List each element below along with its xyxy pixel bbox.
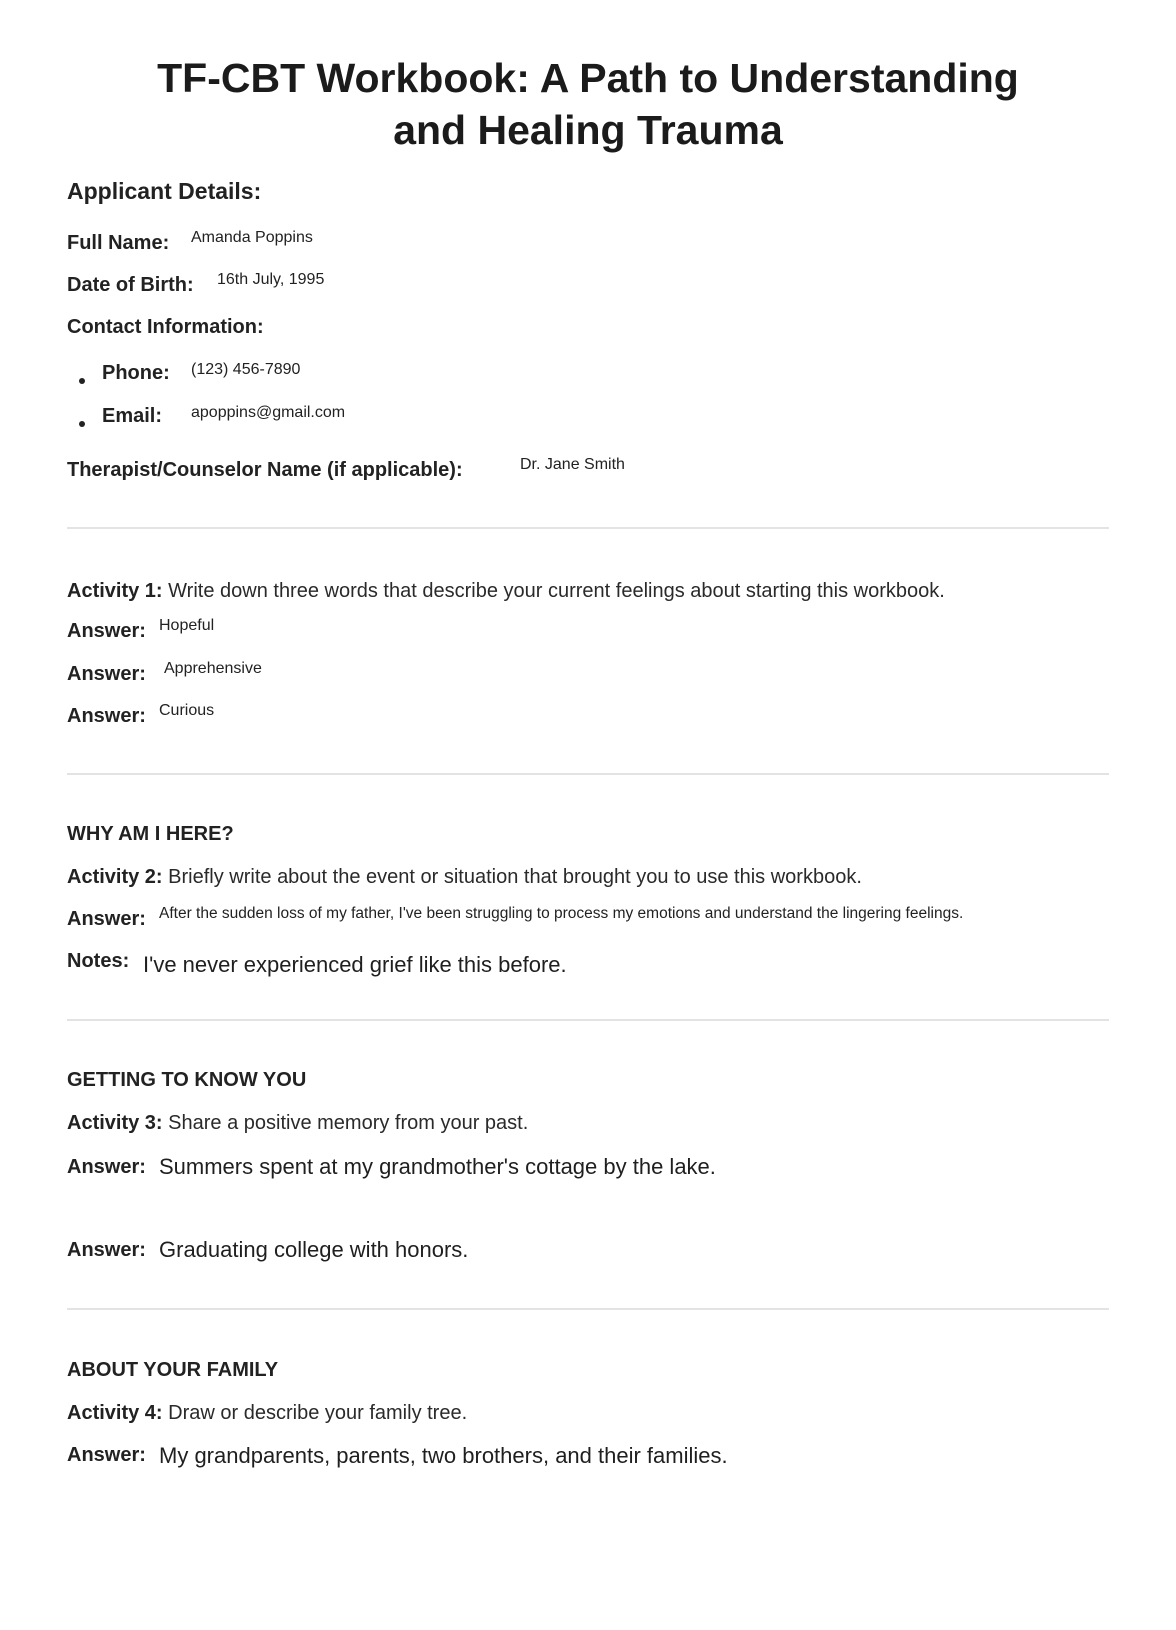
phone-label: Phone: — [102, 362, 170, 384]
section-divider — [67, 1308, 1109, 1310]
activity-1-answer-3: Curious — [159, 702, 215, 719]
section-divider — [67, 527, 1109, 529]
activity-3-answer-2: Graduating college with honors. — [159, 1237, 469, 1262]
activity-2-label: Activity 2: — [67, 866, 163, 888]
bullet-icon — [79, 378, 85, 384]
section-divider — [67, 1019, 1109, 1021]
notes-value: I've never experienced grief like this before. — [143, 952, 567, 977]
answer-label: Answer: — [67, 705, 146, 727]
activity-3-label: Activity 3: — [67, 1112, 163, 1134]
dob-label: Date of Birth: — [67, 274, 194, 296]
answer-label: Answer: — [67, 1239, 146, 1261]
phone-value: (123) 456-7890 — [191, 361, 301, 378]
title-line-2: and Healing Trauma — [393, 107, 783, 153]
activity-4-answer: My grandparents, parents, two brothers, and their families. — [159, 1443, 728, 1468]
activity-3-answer-1: Summers spent at my grandmother's cottage by the lake. — [159, 1154, 716, 1179]
applicant-heading: Applicant Details: — [67, 178, 262, 204]
activity-2-prompt: Briefly write about the event or situation that brought you to use this workbook. — [168, 866, 862, 888]
answer-label: Answer: — [67, 620, 146, 642]
full-name-value: Amanda Poppins — [191, 229, 313, 246]
section-2-heading: WHY AM I HERE? — [67, 823, 234, 845]
activity-2-line — [67, 866, 862, 889]
section-3-heading: GETTING TO KNOW YOU — [67, 1069, 307, 1091]
answer-label: Answer: — [67, 908, 146, 930]
activity-1-answer-1: Hopeful — [159, 617, 215, 634]
dob-value: 16th July, 1995 — [217, 271, 325, 288]
activity-3-prompt: Share a positive memory from your past. — [168, 1112, 529, 1134]
therapist-value: Dr. Jane Smith — [520, 456, 625, 473]
section-4-heading: ABOUT YOUR FAMILY — [67, 1359, 279, 1381]
activity-2-answer: After the sudden loss of my father, I've been struggling to process my emotions and understand the lingering feelings. — [159, 905, 964, 922]
contact-label: Contact Information: — [67, 316, 264, 338]
activity-1-prompt: Write down three words that describe your current feelings about starting this workbook. — [168, 580, 945, 602]
activity-1-answer-2: Apprehensive — [164, 660, 262, 677]
section-divider — [67, 773, 1109, 775]
activity-4-line — [67, 1402, 467, 1425]
activity-1-label: Activity 1: — [67, 580, 163, 602]
therapist-label: Therapist/Counselor Name (if applicable): — [67, 459, 463, 481]
answer-label: Answer: — [67, 1444, 146, 1466]
activity-1-line — [67, 580, 945, 603]
activity-4-label: Activity 4: — [67, 1402, 163, 1424]
answer-label: Answer: — [67, 1156, 146, 1178]
answer-label: Answer: — [67, 663, 146, 685]
full-name-label: Full Name: — [67, 232, 170, 254]
notes-label: Notes: — [67, 950, 130, 972]
bullet-icon — [79, 421, 85, 427]
activity-3-line — [67, 1112, 528, 1135]
document-title — [60, 52, 1116, 156]
email-label: Email: — [102, 405, 163, 427]
email-value: apoppins@gmail.com — [191, 404, 346, 421]
title-line-1: TF-CBT Workbook: A Path to Understanding — [157, 55, 1019, 101]
activity-4-prompt: Draw or describe your family tree. — [168, 1402, 468, 1424]
